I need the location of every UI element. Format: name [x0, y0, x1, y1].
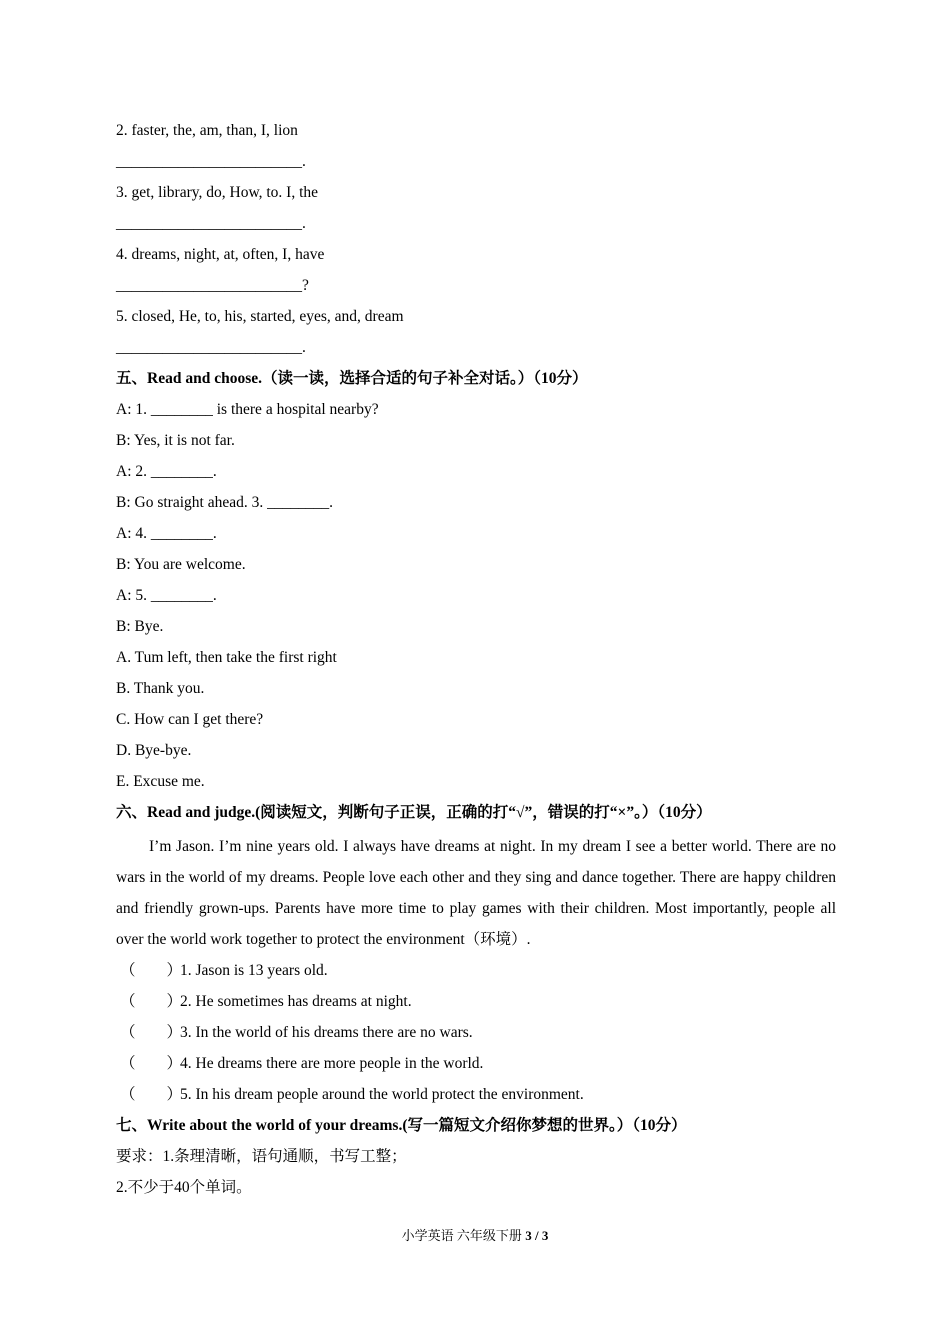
section-6-heading: [116, 803, 712, 823]
option-c: C. How can I get there?: [116, 711, 264, 728]
dialog-line: A: 5. ________.: [116, 587, 217, 604]
dialog-line: B: Yes, it is not far.: [116, 432, 235, 449]
footer-page-total: 3: [541, 1228, 549, 1243]
answer-parens: （ ）: [120, 1055, 183, 1072]
dialog-line: A: 4. ________.: [116, 525, 217, 542]
judge-statement: 4. He dreams there are more people in the world.: [180, 1055, 484, 1072]
dialog-line: A: 2. ________.: [116, 463, 217, 480]
footer-separator: /: [531, 1228, 542, 1243]
section-7-number: 七、: [116, 1117, 148, 1134]
dialog-line: B: Bye.: [116, 618, 164, 635]
dialog-line: B: You are welcome.: [116, 556, 246, 573]
item-2-words: 2. faster, the, am, than, I, lion: [116, 122, 298, 139]
item-5-words: 5. closed, He, to, his, started, eyes, and, dream: [116, 308, 404, 325]
judge-item-3: [120, 1023, 473, 1043]
judge-statement: 1. Jason is 13 years old.: [180, 962, 328, 979]
option-b: B. Thank you.: [116, 680, 205, 697]
judge-item-4: [120, 1054, 483, 1074]
option-a: A. Tum left, then take the first right: [116, 649, 337, 666]
dialog-line: B: Go straight ahead. 3. ________.: [116, 494, 333, 511]
section-5-title: Read and choose.: [147, 370, 262, 387]
section-6-number: 六、: [116, 804, 148, 821]
item-2-blank: ________________________.: [116, 153, 306, 170]
answer-parens: （ ）: [120, 993, 183, 1010]
footer-subject: 小学英语 六年级下册: [401, 1228, 526, 1243]
reading-passage: I’m Jason. I’m nine years old. I always have dreams at night. In my dream I see a better world. There are no wars in the world of my dreams. People love each other and they sing and dance together. There are happy children and friendly grown-ups. Parents have more time to play games with their children. Most importantly, people all over the world work together to protect the environment（环境）.: [116, 838, 836, 948]
item-5-blank: ________________________.: [116, 339, 306, 356]
section-7-title: Write about the world of your dreams.: [147, 1117, 403, 1134]
requirement-1: 要求：1.条理清晰，语句通顺，书写工整；: [116, 1148, 407, 1165]
judge-statement: 2. He sometimes has dreams at night.: [180, 993, 412, 1010]
judge-item-1: [120, 961, 328, 981]
judge-item-5: [120, 1085, 584, 1105]
answer-parens: （ ）: [120, 1086, 183, 1103]
section-5-heading: [116, 369, 588, 389]
option-d: D. Bye-bye.: [116, 742, 192, 759]
page-footer: [0, 1228, 950, 1244]
judge-item-2: [120, 992, 412, 1012]
answer-parens: （ ）: [120, 962, 183, 979]
section-5-instruction: （读一读，选择合适的句子补全对话。）（10分）: [262, 370, 588, 387]
item-3-words: 3. get, library, do, How, to. I, the: [116, 184, 319, 201]
section-6-instruction: (阅读短文，判断句子正误，正确的打“√”，错误的打“×”。）（10分）: [255, 804, 712, 821]
section-7-instruction: (写一篇短文介绍你梦想的世界。）（10分）: [402, 1117, 687, 1134]
dialog-line: A: 1. ________ is there a hospital nearby?: [116, 401, 379, 418]
section-6-title: Read and judge.: [147, 804, 256, 821]
item-4-words: 4. dreams, night, at, often, I, have: [116, 246, 325, 263]
footer-page-number: 3: [525, 1228, 532, 1243]
option-e: E. Excuse me.: [116, 773, 205, 790]
requirement-2: 2.不少于40个单词。: [116, 1179, 252, 1196]
item-3-blank: ________________________.: [116, 215, 306, 232]
judge-statement: 3. In the world of his dreams there are no wars.: [180, 1024, 473, 1041]
answer-parens: （ ）: [120, 1024, 183, 1041]
item-4-blank: ________________________?: [116, 277, 309, 294]
section-7-heading: [116, 1116, 687, 1136]
judge-statement: 5. In his dream people around the world protect the environment.: [180, 1086, 584, 1103]
section-5-number: 五、: [116, 370, 148, 387]
